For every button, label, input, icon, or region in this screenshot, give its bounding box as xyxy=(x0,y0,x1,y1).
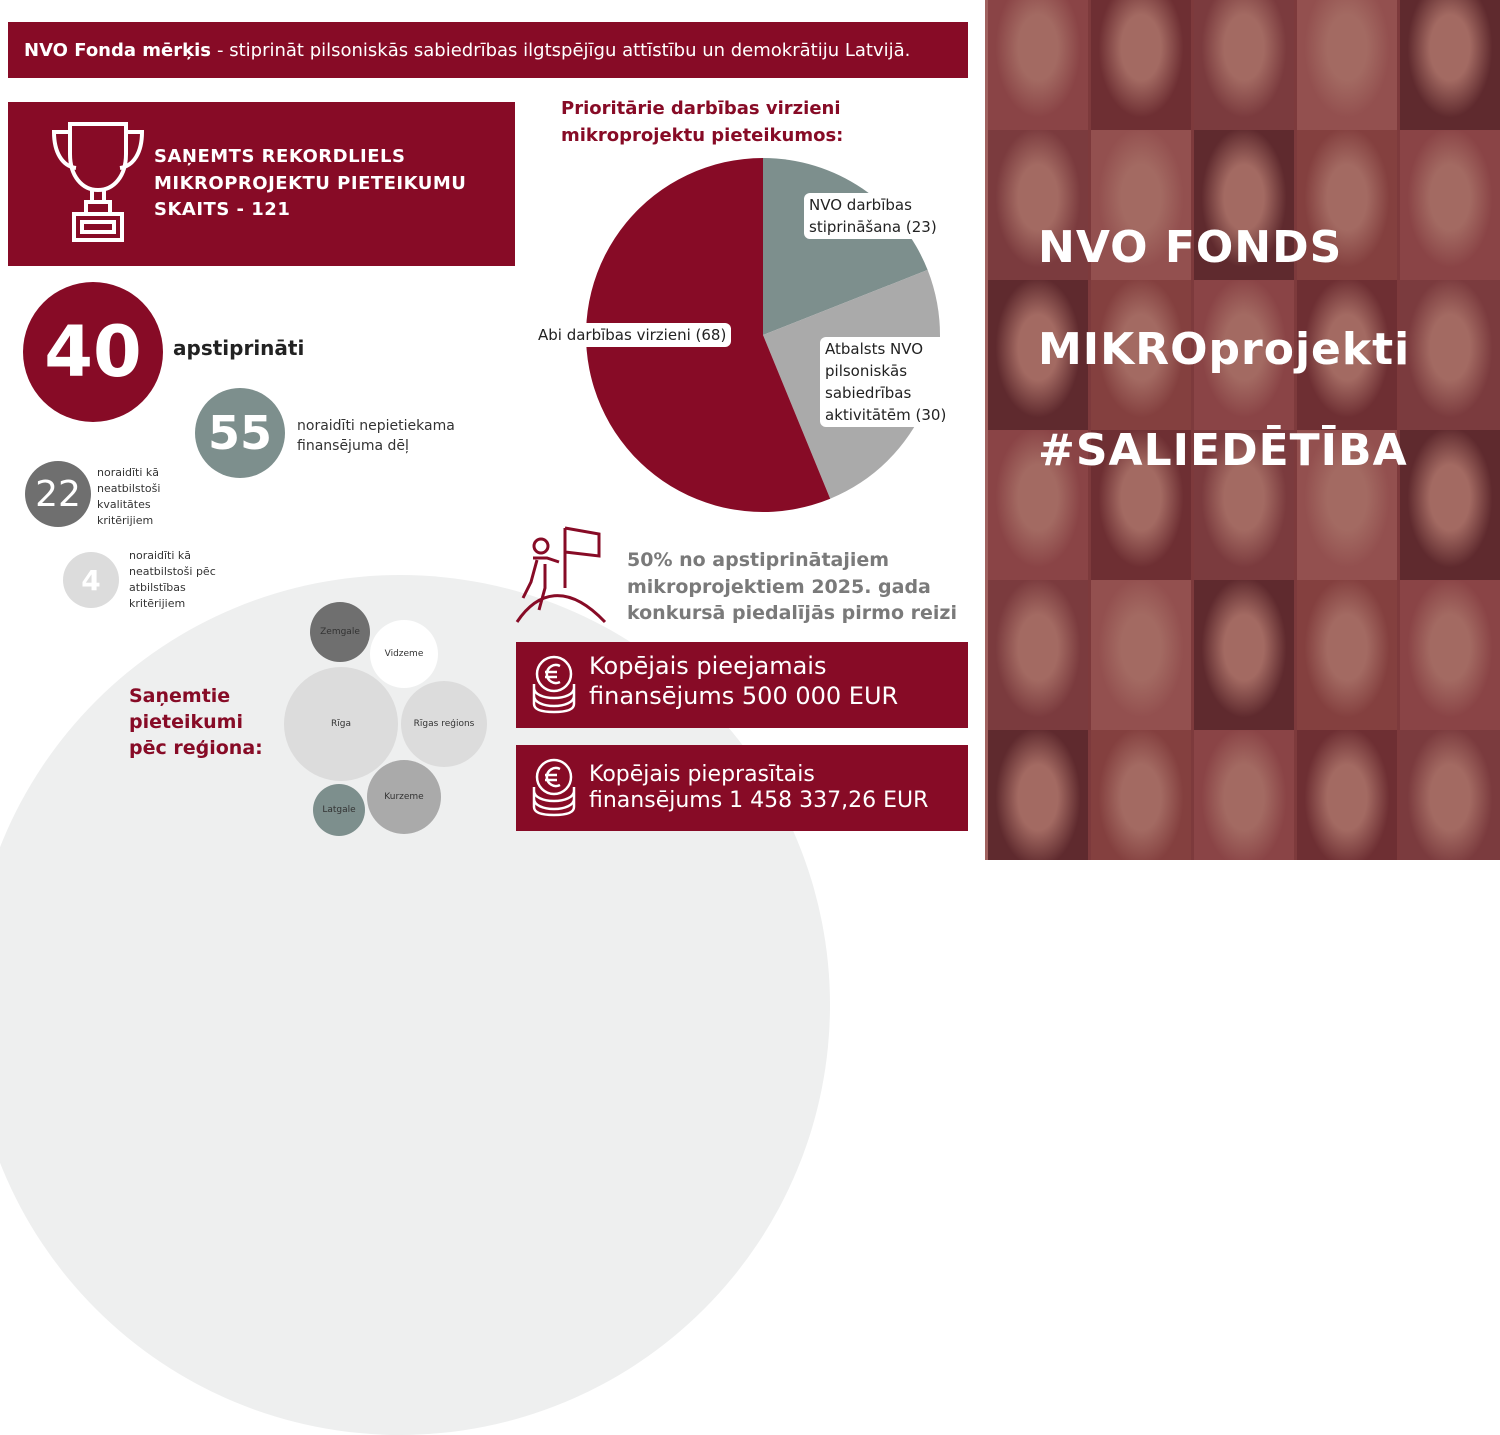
requested-funding-box xyxy=(516,745,968,831)
rejected-funding-count: 55 xyxy=(195,388,285,478)
pie-label-civil-society: Atbalsts NVO pilsoniskās sabiedrības aktivitātēm (30) xyxy=(820,337,958,427)
portrait-tile xyxy=(1297,0,1397,130)
available-funding-box xyxy=(516,642,968,728)
pie-label-nvo-strengthening: NVO darbības stiprināšana (23) xyxy=(804,193,946,239)
requested-funding-line1: Kopējais pieprasītais xyxy=(589,762,815,787)
portrait-tile xyxy=(1400,430,1500,580)
rejected-eligibility-count: 4 xyxy=(63,552,119,608)
record-box xyxy=(8,102,515,266)
pie-label-both: Abi darbības virzieni (68) xyxy=(533,323,731,347)
rejected-quality-label: noraidīti kā neatbilstoši kvalitātes kritērijiem xyxy=(97,466,161,527)
portrait-tile xyxy=(988,730,1088,860)
brand-hashtag: #SALIEDĒTĪBA xyxy=(1038,425,1408,476)
euro-coins-icon xyxy=(528,757,580,817)
record-line: MIKROPROJEKTU PIETEIKUMU xyxy=(154,172,467,194)
photo-collage-panel xyxy=(985,0,1500,860)
region-bubble-riga: Rīga xyxy=(284,667,398,781)
region-bubble-kurzeme: Kurzeme xyxy=(367,760,441,834)
region-bubble-vidzeme: Vidzeme xyxy=(370,620,438,688)
region-bubble-zemgale: Zemgale xyxy=(310,602,370,662)
portrait-tile xyxy=(1400,0,1500,130)
portrait-tile xyxy=(1400,730,1500,860)
banner-bold: NVO Fonda mērķis xyxy=(24,39,211,61)
pie-title: Prioritārie darbības virzieni mikroprojektu pieteikumos: xyxy=(561,98,844,146)
portrait-tile xyxy=(1091,0,1191,130)
region-bubble-latgale: Latgale xyxy=(313,784,365,836)
portrait-tile xyxy=(1400,130,1500,280)
rejected-funding-label: noraidīti nepietiekama finansējuma dēļ xyxy=(297,418,455,454)
banner-text: - stiprināt pilsoniskās sabiedrības ilgtspējīgu attīstību un demokrātiju Latvijā. xyxy=(217,39,911,61)
portrait-tile xyxy=(1297,730,1397,860)
portrait-tile xyxy=(1091,730,1191,860)
portrait-tile xyxy=(1400,580,1500,730)
euro-coins-icon xyxy=(528,654,580,714)
goal-banner xyxy=(8,22,968,78)
approved-label: apstiprināti xyxy=(173,336,305,360)
rejected-eligibility-label: noraidīti kā neatbilstoši pēc atbilstības kritērijiem xyxy=(129,549,216,610)
climber-flag-icon xyxy=(515,524,607,624)
brand-title: NVO FONDS xyxy=(1038,222,1343,273)
trophy-icon xyxy=(48,120,148,246)
portrait-tile xyxy=(988,0,1088,130)
approved-count: 40 xyxy=(23,282,163,422)
region-bubble-rigas-regions: Rīgas reģions xyxy=(401,681,487,767)
available-funding-line1: Kopējais pieejamais xyxy=(589,652,827,680)
available-funding-line2: finansējums 500 000 EUR xyxy=(589,682,899,710)
region-title: Saņemtie pieteikumi pēc reģiona: xyxy=(129,685,263,759)
brand-subtitle: MIKROprojekti xyxy=(1038,324,1411,375)
record-line: SAŅEMTS REKORDLIELS xyxy=(154,146,406,167)
portrait-tile xyxy=(1194,580,1294,730)
portrait-tile xyxy=(1194,730,1294,860)
portrait-tile xyxy=(1194,0,1294,130)
rejected-quality-count: 22 xyxy=(25,461,91,527)
portrait-tile xyxy=(1091,580,1191,730)
requested-funding-line2: finansējums 1 458 337,26 EUR xyxy=(589,788,929,813)
portrait-tile xyxy=(1400,280,1500,430)
portrait-tile xyxy=(988,580,1088,730)
first-time-note: 50% no apstiprinātajiem mikroprojektiem 2025. gada konkursā piedalījās pirmo reizi xyxy=(627,549,957,624)
record-line: SKAITS - 121 xyxy=(154,199,291,220)
portrait-tile xyxy=(1297,580,1397,730)
